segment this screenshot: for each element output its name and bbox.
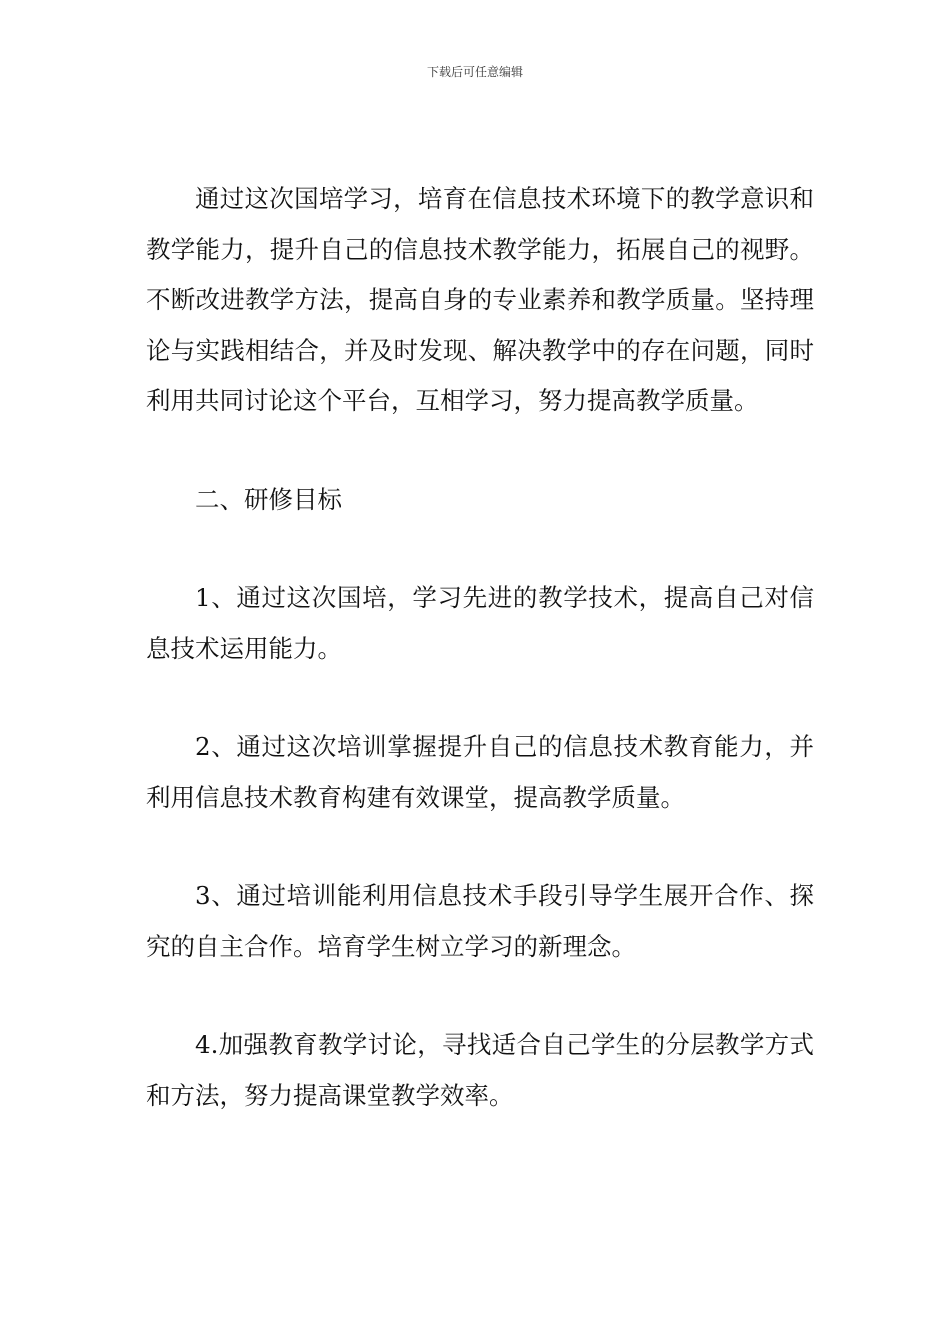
paragraph-spacer [146, 427, 814, 475]
goal-item-3: 3、通过培训能利用信息技术手段引导学生展开合作、探究的自主合作。培育学生树立学习的新理念。 [146, 881, 814, 961]
goal-item-4: 4.加强教育教学讨论，寻找适合自己学生的分层教学方式和方法，努力提高课堂教学效率。 [146, 1030, 814, 1110]
section-heading-research-goals: 二、研修目标 [195, 484, 342, 514]
page-header-note: 下载后可任意编辑 [426, 65, 523, 79]
paragraph-spacer [146, 525, 814, 573]
paragraph-spacer [146, 972, 814, 1020]
paragraph-spacer [146, 823, 814, 871]
document-body [146, 174, 814, 1121]
paragraph-intro: 通过这次国培学习，培育在信息技术环境下的教学意识和教学能力，提升自己的信息技术教学能力，拓展自己的视野。不断改进教学方法，提高自身的专业素养和教学质量。坚持理论与实践相结合，并及时发现、解决教学中的存在问题，同时利用共同讨论这个平台，互相学习，努力提高教学质量。 [146, 184, 814, 415]
goal-item-2: 2、通过这次培训掌握提升自己的信息技术教育能力，并利用信息技术教育构建有效课堂，提高教学质量。 [146, 732, 814, 812]
paragraph-spacer [146, 674, 814, 722]
goal-item-1: 1、通过这次国培，学习先进的教学技术，提高自己对信息技术运用能力。 [146, 583, 814, 663]
